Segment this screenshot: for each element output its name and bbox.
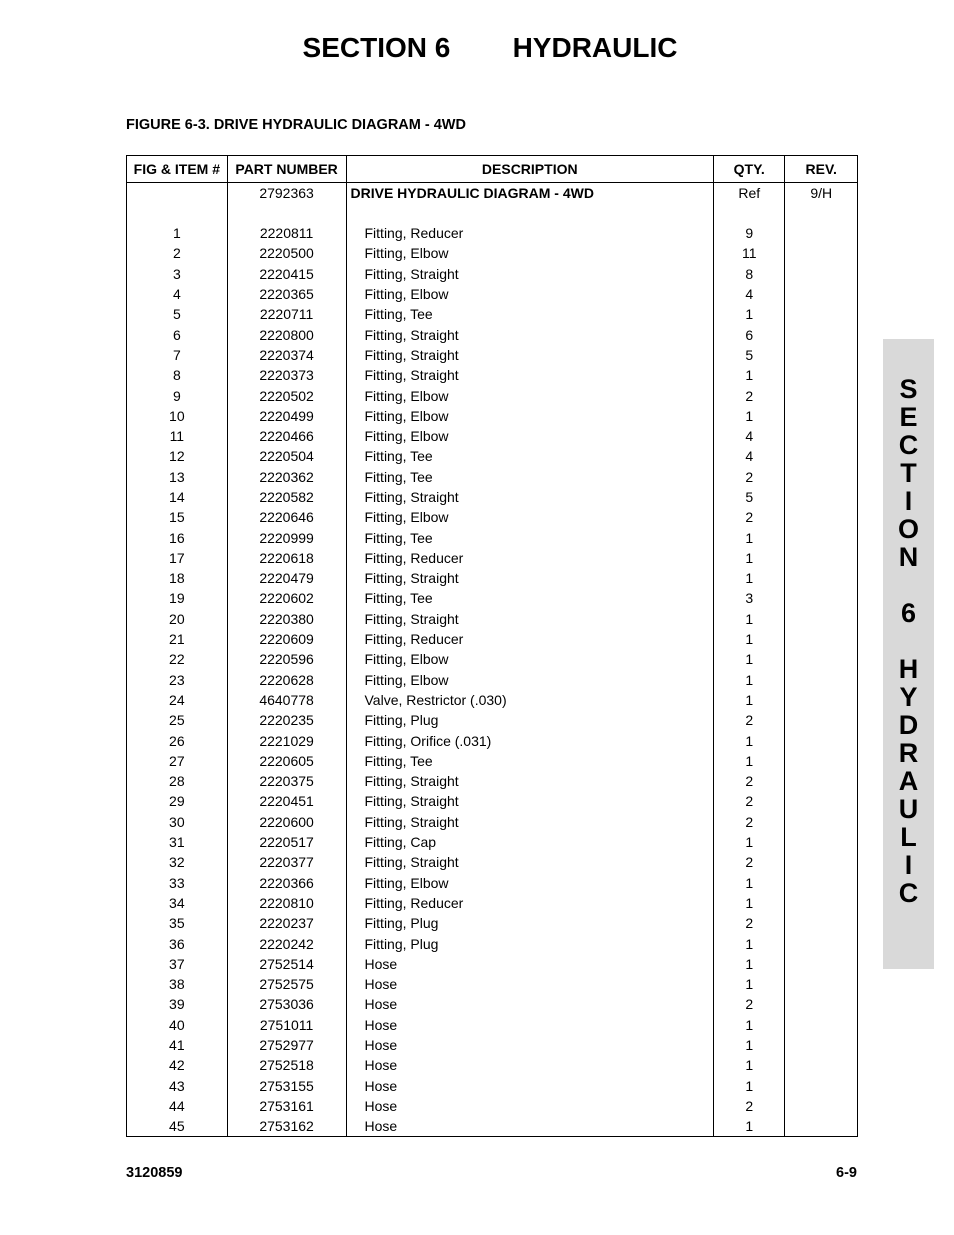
cell-part: 2220810	[227, 893, 346, 913]
cell-item: 24	[127, 690, 228, 710]
cell-qty: 9	[714, 223, 785, 243]
cell-part: 2752575	[227, 974, 346, 994]
cell-rev	[785, 467, 858, 487]
cell-description: Fitting, Elbow	[346, 284, 714, 304]
cell-rev	[785, 609, 858, 629]
section-side-tab	[883, 339, 934, 969]
cell-item: 15	[127, 507, 228, 527]
cell-item: 30	[127, 812, 228, 832]
cell-qty: 6	[714, 324, 785, 344]
cell-qty: 2	[714, 467, 785, 487]
cell-item: 5	[127, 304, 228, 324]
cell-description: Fitting, Straight	[346, 345, 714, 365]
cell-rev	[785, 994, 858, 1014]
cell-description: Fitting, Elbow	[346, 426, 714, 446]
cell-qty: 8	[714, 264, 785, 284]
cell-item: 12	[127, 446, 228, 466]
cell-rev	[785, 812, 858, 832]
cell-qty: 1	[714, 933, 785, 953]
cell-part: 2220600	[227, 812, 346, 832]
table-row	[127, 649, 858, 669]
cell-qty: 3	[714, 588, 785, 608]
cell-item: 35	[127, 913, 228, 933]
cell-rev	[785, 1055, 858, 1075]
cell-part: 2220362	[227, 467, 346, 487]
cell-part: 2220811	[227, 223, 346, 243]
table-row	[127, 609, 858, 629]
cell-description: Fitting, Straight	[346, 852, 714, 872]
cell-item: 25	[127, 710, 228, 730]
cell-qty: 2	[714, 771, 785, 791]
figure-title: FIGURE 6-3. DRIVE HYDRAULIC DIAGRAM - 4WD	[126, 117, 466, 133]
cell-item: 1	[127, 223, 228, 243]
table-row	[127, 243, 858, 263]
cell-description: Fitting, Plug	[346, 933, 714, 953]
cell-qty: 2	[714, 710, 785, 730]
table-row	[127, 507, 858, 527]
cell-part: 2220380	[227, 609, 346, 629]
cell-description: Hose	[346, 974, 714, 994]
cell-item: 6	[127, 324, 228, 344]
cell-description: Fitting, Straight	[346, 568, 714, 588]
table-row	[127, 629, 858, 649]
cell-rev	[785, 548, 858, 568]
table-row	[127, 690, 858, 710]
cell-description: Hose	[346, 994, 714, 1014]
cell-item: 2	[127, 243, 228, 263]
cell-qty: 5	[714, 487, 785, 507]
cell-rev	[785, 730, 858, 750]
parts-table	[126, 155, 858, 1137]
cell-item: 40	[127, 1015, 228, 1035]
cell-description: Hose	[346, 1035, 714, 1055]
col-header-description: DESCRIPTION	[346, 156, 714, 183]
cell-description: Fitting, Reducer	[346, 548, 714, 568]
cell-item: 38	[127, 974, 228, 994]
cell-qty: 2	[714, 385, 785, 405]
cell-item: 45	[127, 1116, 228, 1137]
table-row	[127, 365, 858, 385]
cell-rev	[785, 365, 858, 385]
cell-rev	[785, 649, 858, 669]
cell-rev	[785, 406, 858, 426]
cell-rev	[785, 264, 858, 284]
cell-qty: 1	[714, 954, 785, 974]
cell-part: 2220479	[227, 568, 346, 588]
cell-rev	[785, 933, 858, 953]
cell-qty: 2	[714, 812, 785, 832]
cell-description: Fitting, Elbow	[346, 873, 714, 893]
cell-description: Fitting, Elbow	[346, 649, 714, 669]
table-row	[127, 832, 858, 852]
cell-item: 21	[127, 629, 228, 649]
cell-description: Fitting, Tee	[346, 527, 714, 547]
cell-rev	[785, 832, 858, 852]
cell-qty: 1	[714, 1116, 785, 1137]
cell-qty: 1	[714, 670, 785, 690]
cell-rev	[785, 345, 858, 365]
cell-part: 2220377	[227, 852, 346, 872]
cell-part: 2220628	[227, 670, 346, 690]
table-row	[127, 426, 858, 446]
cell-qty: 2	[714, 913, 785, 933]
cell-item: 36	[127, 933, 228, 953]
cell-rev	[785, 568, 858, 588]
cell-item: 13	[127, 467, 228, 487]
cell-description: Fitting, Elbow	[346, 406, 714, 426]
cell-description: Fitting, Cap	[346, 832, 714, 852]
cell-description: Fitting, Straight	[346, 791, 714, 811]
table-row	[127, 994, 858, 1014]
table-row	[127, 264, 858, 284]
cell-qty: 1	[714, 1015, 785, 1035]
cell-description: Fitting, Elbow	[346, 507, 714, 527]
cell-part: 2220999	[227, 527, 346, 547]
cell-description: Hose	[346, 1116, 714, 1137]
cell-item: 44	[127, 1096, 228, 1116]
table-row	[127, 954, 858, 974]
cell-rev	[785, 243, 858, 263]
table-row	[127, 1075, 858, 1095]
cell-part: 2220451	[227, 791, 346, 811]
cell-qty: 1	[714, 690, 785, 710]
cell-description: Hose	[346, 1055, 714, 1075]
cell-rev	[785, 771, 858, 791]
table-row	[127, 304, 858, 324]
page-title	[0, 32, 954, 64]
table-row	[127, 1116, 858, 1137]
cell-description: Fitting, Elbow	[346, 243, 714, 263]
cell-rev	[785, 670, 858, 690]
cell-item	[127, 183, 228, 204]
cell-description: Fitting, Straight	[346, 771, 714, 791]
cell-qty: 1	[714, 893, 785, 913]
cell-part: 2753155	[227, 1075, 346, 1095]
cell-description: Fitting, Reducer	[346, 629, 714, 649]
cell-item: 31	[127, 832, 228, 852]
cell-part: 2752518	[227, 1055, 346, 1075]
cell-rev: 9/H	[785, 183, 858, 204]
table-row	[127, 852, 858, 872]
cell-part: 2220711	[227, 304, 346, 324]
cell-part: 2220502	[227, 385, 346, 405]
cell-part: 2220415	[227, 264, 346, 284]
cell-item: 18	[127, 568, 228, 588]
table-row	[127, 406, 858, 426]
cell-qty: 5	[714, 345, 785, 365]
cell-qty: 2	[714, 791, 785, 811]
cell-part: 2220242	[227, 933, 346, 953]
cell-rev	[785, 974, 858, 994]
cell-qty: 1	[714, 1035, 785, 1055]
cell-rev	[785, 791, 858, 811]
cell-rev	[785, 873, 858, 893]
table-row	[127, 670, 858, 690]
cell-description: Fitting, Straight	[346, 812, 714, 832]
cell-rev	[785, 446, 858, 466]
cell-item: 4	[127, 284, 228, 304]
cell-qty: 1	[714, 873, 785, 893]
cell-part: 2752977	[227, 1035, 346, 1055]
col-header-qty: QTY.	[714, 156, 785, 183]
cell-qty: 1	[714, 832, 785, 852]
cell-part: 2220466	[227, 426, 346, 446]
cell-part: 4640778	[227, 690, 346, 710]
section-label: SECTION 6	[302, 32, 451, 63]
cell-item: 43	[127, 1075, 228, 1095]
cell-item: 16	[127, 527, 228, 547]
cell-part: 2220365	[227, 284, 346, 304]
cell-qty: 4	[714, 426, 785, 446]
cell-rev	[785, 324, 858, 344]
cell-part: 2220618	[227, 548, 346, 568]
cell-item: 20	[127, 609, 228, 629]
cell-item: 33	[127, 873, 228, 893]
cell-part: 2220375	[227, 771, 346, 791]
cell-qty: 4	[714, 284, 785, 304]
cell-description: Fitting, Straight	[346, 264, 714, 284]
cell-qty: 1	[714, 406, 785, 426]
cell-part: 2220605	[227, 751, 346, 771]
cell-qty: 1	[714, 649, 785, 669]
cell-description: Fitting, Reducer	[346, 893, 714, 913]
cell-part: 2220373	[227, 365, 346, 385]
cell-item: 41	[127, 1035, 228, 1055]
table-row	[127, 223, 858, 243]
table-row	[127, 710, 858, 730]
cell-qty: 1	[714, 527, 785, 547]
table-row	[127, 527, 858, 547]
table-row	[127, 1015, 858, 1035]
cell-part: 2220504	[227, 446, 346, 466]
table-row	[127, 1055, 858, 1075]
cell-part: 2752514	[227, 954, 346, 974]
cell-rev	[785, 426, 858, 446]
cell-part: 2753036	[227, 994, 346, 1014]
cell-part: 2220237	[227, 913, 346, 933]
section-title: HYDRAULIC	[512, 32, 678, 63]
cell-qty: Ref	[714, 183, 785, 204]
cell-part: 2753161	[227, 1096, 346, 1116]
table-row	[127, 751, 858, 771]
cell-rev	[785, 954, 858, 974]
cell-part: 2220517	[227, 832, 346, 852]
cell-part: 2221029	[227, 730, 346, 750]
cell-rev	[785, 913, 858, 933]
cell-description: Fitting, Straight	[346, 609, 714, 629]
cell-item: 9	[127, 385, 228, 405]
table-row	[127, 791, 858, 811]
cell-rev	[785, 223, 858, 243]
cell-item: 14	[127, 487, 228, 507]
cell-part: 2220596	[227, 649, 346, 669]
cell-rev	[785, 588, 858, 608]
cell-qty: 1	[714, 568, 785, 588]
table-row	[127, 385, 858, 405]
cell-qty: 1	[714, 751, 785, 771]
table-row	[127, 345, 858, 365]
cell-description: Hose	[346, 1075, 714, 1095]
table-row	[127, 446, 858, 466]
cell-part: 2792363	[227, 183, 346, 204]
cell-description: Fitting, Orifice (.031)	[346, 730, 714, 750]
cell-rev	[785, 629, 858, 649]
cell-description: Fitting, Reducer	[346, 223, 714, 243]
cell-qty: 11	[714, 243, 785, 263]
cell-qty: 2	[714, 1096, 785, 1116]
cell-part: 2753162	[227, 1116, 346, 1137]
col-header-rev: REV.	[785, 156, 858, 183]
cell-qty: 2	[714, 852, 785, 872]
table-row	[127, 913, 858, 933]
cell-description: Valve, Restrictor (.030)	[346, 690, 714, 710]
cell-qty: 1	[714, 974, 785, 994]
table-row	[127, 873, 858, 893]
cell-item: 3	[127, 264, 228, 284]
cell-description: Fitting, Straight	[346, 487, 714, 507]
cell-part: 2220609	[227, 629, 346, 649]
cell-item: 7	[127, 345, 228, 365]
cell-item: 32	[127, 852, 228, 872]
cell-qty: 1	[714, 629, 785, 649]
table-row	[127, 933, 858, 953]
cell-rev	[785, 852, 858, 872]
cell-rev	[785, 1116, 858, 1137]
cell-rev	[785, 304, 858, 324]
cell-rev	[785, 487, 858, 507]
cell-qty: 1	[714, 548, 785, 568]
cell-description: Fitting, Plug	[346, 913, 714, 933]
cell-part: 2220800	[227, 324, 346, 344]
cell-rev	[785, 385, 858, 405]
cell-rev	[785, 710, 858, 730]
spacer-row	[127, 203, 858, 223]
cell-description: Hose	[346, 954, 714, 974]
cell-part: 2751011	[227, 1015, 346, 1035]
table-row	[127, 568, 858, 588]
cell-item: 37	[127, 954, 228, 974]
cell-item: 17	[127, 548, 228, 568]
cell-description: Fitting, Elbow	[346, 385, 714, 405]
cell-qty: 2	[714, 994, 785, 1014]
cell-rev	[785, 1075, 858, 1095]
cell-description: Hose	[346, 1096, 714, 1116]
cell-item: 26	[127, 730, 228, 750]
cell-qty: 2	[714, 507, 785, 527]
table-row	[127, 487, 858, 507]
cell-rev	[785, 1035, 858, 1055]
cell-item: 28	[127, 771, 228, 791]
cell-description: Fitting, Tee	[346, 588, 714, 608]
table-row	[127, 284, 858, 304]
cell-part: 2220235	[227, 710, 346, 730]
cell-qty: 1	[714, 1075, 785, 1095]
cell-item: 19	[127, 588, 228, 608]
cell-description: DRIVE HYDRAULIC DIAGRAM - 4WD	[346, 183, 714, 204]
cell-rev	[785, 690, 858, 710]
cell-part: 2220499	[227, 406, 346, 426]
table-row	[127, 588, 858, 608]
side-tab-text: S E C T I O N 6 H Y D R A U L I C	[897, 374, 919, 908]
cell-part: 2220582	[227, 487, 346, 507]
page-number: 6-9	[836, 1165, 857, 1181]
cell-rev	[785, 284, 858, 304]
cell-description: Fitting, Plug	[346, 710, 714, 730]
cell-rev	[785, 1015, 858, 1035]
cell-item: 27	[127, 751, 228, 771]
cell-part: 2220500	[227, 243, 346, 263]
cell-part: 2220366	[227, 873, 346, 893]
col-header-item: FIG & ITEM #	[127, 156, 228, 183]
cell-description: Fitting, Tee	[346, 467, 714, 487]
cell-rev	[785, 1096, 858, 1116]
cell-item: 39	[127, 994, 228, 1014]
assembly-row	[127, 183, 858, 204]
cell-item: 10	[127, 406, 228, 426]
cell-item: 11	[127, 426, 228, 446]
col-header-part: PART NUMBER	[227, 156, 346, 183]
cell-qty: 1	[714, 304, 785, 324]
table-row	[127, 893, 858, 913]
table-row	[127, 1035, 858, 1055]
table-row	[127, 730, 858, 750]
cell-qty: 1	[714, 1055, 785, 1075]
cell-part: 2220374	[227, 345, 346, 365]
table-row	[127, 812, 858, 832]
cell-description: Fitting, Tee	[346, 446, 714, 466]
table-row	[127, 467, 858, 487]
cell-qty: 1	[714, 365, 785, 385]
table-row	[127, 548, 858, 568]
cell-description: Fitting, Straight	[346, 365, 714, 385]
table-header	[127, 156, 858, 183]
cell-qty: 1	[714, 609, 785, 629]
cell-part: 2220646	[227, 507, 346, 527]
cell-description: Fitting, Tee	[346, 751, 714, 771]
table-row	[127, 1096, 858, 1116]
cell-rev	[785, 507, 858, 527]
cell-rev	[785, 527, 858, 547]
cell-item: 23	[127, 670, 228, 690]
cell-item: 8	[127, 365, 228, 385]
cell-part: 2220602	[227, 588, 346, 608]
cell-description: Fitting, Tee	[346, 304, 714, 324]
table-row	[127, 974, 858, 994]
cell-description: Fitting, Straight	[346, 324, 714, 344]
cell-rev	[785, 751, 858, 771]
cell-item: 22	[127, 649, 228, 669]
cell-description: Hose	[346, 1015, 714, 1035]
cell-qty: 1	[714, 730, 785, 750]
table-row	[127, 324, 858, 344]
cell-item: 42	[127, 1055, 228, 1075]
cell-description: Fitting, Elbow	[346, 670, 714, 690]
table-row	[127, 771, 858, 791]
cell-rev	[785, 893, 858, 913]
cell-item: 29	[127, 791, 228, 811]
cell-qty: 4	[714, 446, 785, 466]
cell-item: 34	[127, 893, 228, 913]
doc-number: 3120859	[126, 1165, 183, 1181]
